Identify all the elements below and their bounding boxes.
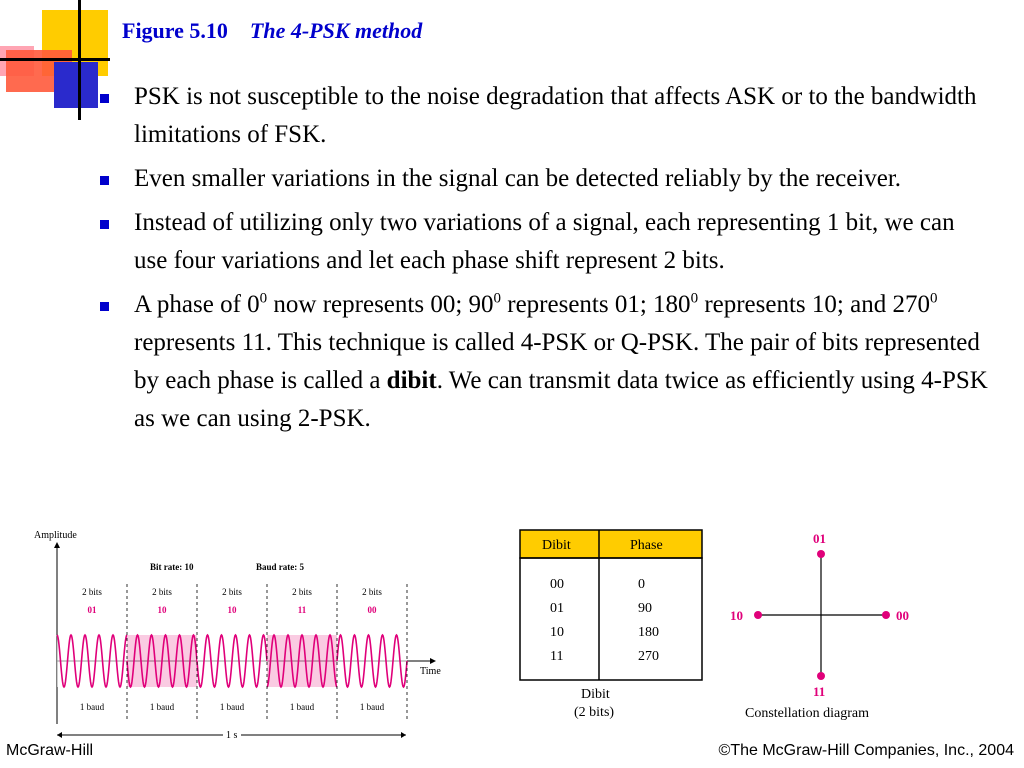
segment-bits-label: 2 bits — [362, 587, 382, 597]
constellation-point — [882, 611, 890, 619]
table-row — [550, 625, 659, 640]
constellation-point — [817, 550, 825, 558]
bullet-square-icon — [100, 220, 109, 229]
dibit-phase-table — [516, 526, 708, 722]
constellation-point — [817, 672, 825, 680]
segment-baud-label: 1 baud — [219, 702, 245, 712]
logo-blue-block — [54, 62, 98, 108]
table-cell: 270 — [638, 649, 659, 664]
segment-bits-label: 2 bits — [82, 587, 102, 597]
x-axis-arrow — [430, 658, 436, 664]
constellation-label: 01 — [813, 531, 826, 546]
segment-bits-label: 2 bits — [152, 587, 172, 597]
bullet-square-icon — [100, 176, 109, 185]
segment-dibit-label: 10 — [157, 605, 167, 615]
bullet-item: PSK is not susceptible to the noise degradation that affects ASK or to the bandwidth limitations of FSK. — [96, 78, 988, 154]
y-axis-arrow — [54, 542, 60, 548]
table-header-phase: Phase — [630, 538, 663, 553]
time-label: Time — [420, 666, 441, 677]
bullet-item: Instead of utilizing only two variations of a signal, each representing 1 bit, we can use four variations and let each phase shift represent 2 bits. — [96, 204, 988, 280]
waveform-segments — [57, 584, 407, 720]
table-header-dibit: Dibit — [542, 538, 571, 553]
table-row — [550, 577, 645, 592]
table-caption-line1: Dibit — [581, 687, 610, 702]
constellation-diagram — [724, 528, 920, 724]
figure-label: Figure 5.10 — [122, 18, 228, 43]
bit-rate-label: Bit rate: 10 — [150, 562, 194, 572]
table-cell: 90 — [638, 601, 652, 616]
segment-baud-label: 1 baud — [79, 702, 105, 712]
table-row — [550, 601, 652, 616]
constellation-label: 10 — [730, 608, 743, 623]
amplitude-label: Amplitude — [34, 530, 77, 541]
duration-arrow-left — [57, 732, 62, 738]
bullet-list — [96, 78, 988, 444]
bullet-square-icon — [100, 302, 109, 311]
segment-dibit-label: 11 — [297, 605, 307, 615]
segment-dibit-label: 01 — [87, 605, 97, 615]
table-cell: 00 — [550, 577, 564, 592]
segment-baud-label: 1 baud — [289, 702, 315, 712]
bullet-item: A phase of $0^0$ now represents 00; $90^0$ represents 01; $180^0$ represents 10; and $270^0$ represents 11. This technique is called 4-PSK or Q-PSK. The pair of bits represented by each phase is called a dibit. We can transmit data twice as efficiently using 4-PSK as we can using 2-PSK. — [96, 286, 988, 438]
table-cell: 10 — [550, 625, 564, 640]
psk-waveform-diagram — [30, 524, 450, 746]
constellation-point — [754, 611, 762, 619]
table-cell: 01 — [550, 601, 564, 616]
segment-bits-label: 2 bits — [222, 587, 242, 597]
bullet-square-icon — [100, 94, 109, 103]
constellation-caption: Constellation diagram — [745, 706, 870, 721]
segment-dibit-label: 00 — [367, 605, 377, 615]
constellation-label: 11 — [813, 684, 826, 699]
constellation-label: 00 — [896, 608, 909, 623]
logo-horizontal-line — [0, 58, 110, 61]
segment-bits-label: 2 bits — [292, 587, 312, 597]
baud-rate-label: Baud rate: 5 — [256, 562, 304, 572]
table-row — [550, 649, 659, 664]
table-cell: 11 — [550, 649, 564, 664]
table-cell: 180 — [638, 625, 659, 640]
table-caption-line2: (2 bits) — [574, 705, 615, 720]
segment-baud-label: 1 baud — [359, 702, 385, 712]
segment-baud-label: 1 baud — [149, 702, 175, 712]
table-cell: 0 — [638, 577, 645, 592]
footer-publisher: McGraw-Hill — [6, 742, 94, 759]
table-body-border — [520, 558, 702, 680]
duration-arrow-right — [401, 732, 406, 738]
slide-title — [122, 18, 422, 44]
duration-label: 1 s — [226, 730, 238, 741]
segment-dibit-label: 10 — [227, 605, 237, 615]
figure-title: The 4-PSK method — [249, 18, 423, 43]
bullet-item: Even smaller variations in the signal can be detected reliably by the receiver. — [96, 160, 988, 198]
footer-copyright: ©The McGraw-Hill Companies, Inc., 2004 — [718, 742, 1014, 759]
